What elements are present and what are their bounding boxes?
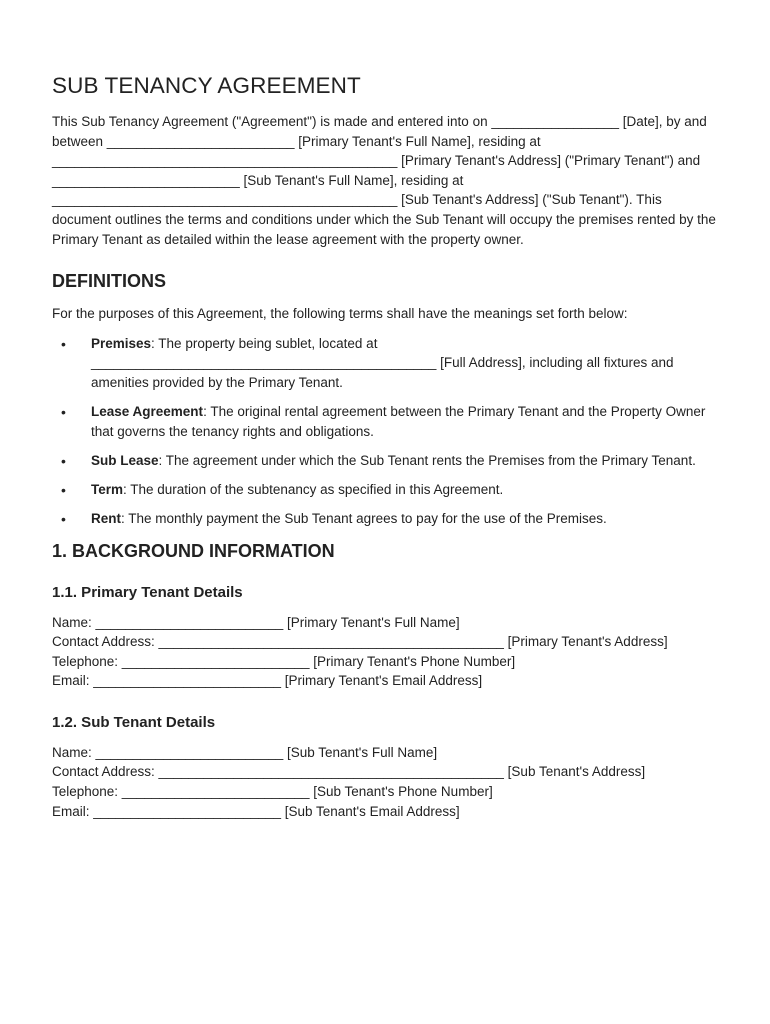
sub-tenant-name-line: Name: _________________________ [Sub Tenant's Full Name] [52,744,438,760]
primary-tenant-telephone-line: Telephone: _________________________ [Primary Tenant's Phone Number] [52,653,516,669]
sub-tenant-details [52,743,718,821]
background-heading: 1. BACKGROUND INFORMATION [52,540,335,561]
definition-term: Rent [91,510,121,526]
bullet-icon: • [61,481,66,498]
primary-tenant-details [52,613,718,691]
definition-text: : The property being sublet, located at ______________________________________________ [Full Address], including all fixtures and amenities provided by the Primary Tenant. [91,335,674,390]
list-item [52,402,718,441]
sub-tenant-address-line: Contact Address: ______________________________________________ [Sub Tenant's Address] [52,764,646,780]
definition-term: Sub Lease [91,452,159,468]
bullet-icon: • [61,404,66,421]
definition-term: Premises [91,335,152,351]
bullet-icon: • [61,510,66,527]
primary-tenant-heading: 1.1. Primary Tenant Details [52,583,243,601]
definitions-list [52,334,718,529]
definition-text: : The original rental agreement between the Primary Tenant and the Property Owner that governs the tenancy rights and obligations. [91,404,706,439]
sub-tenant-email-line: Email: _________________________ [Sub Tenant's Email Address] [52,803,460,819]
definition-text: : The agreement under which the Sub Tenant rents the Premises from the Primary Tenant. [158,452,696,468]
primary-tenant-name-line: Name: _________________________ [Primary Tenant's Full Name] [52,614,460,630]
sub-tenant-heading: 1.2. Sub Tenant Details [52,713,216,731]
bullet-icon: • [61,335,66,352]
list-item [52,334,718,393]
primary-tenant-address-line: Contact Address: ______________________________________________ [Primary Tenant's Address] [52,634,668,650]
definitions-heading: DEFINITIONS [52,271,167,292]
sub-tenant-telephone-line: Telephone: _________________________ [Sub Tenant's Phone Number] [52,784,493,800]
definition-term: Term [91,481,124,497]
document-title: SUB TENANCY AGREEMENT [52,73,361,98]
definition-text: : The duration of the subtenancy as specified in this Agreement. [123,481,504,497]
primary-tenant-email-line: Email: _________________________ [Primary Tenant's Email Address] [52,673,483,689]
definitions-intro: For the purposes of this Agreement, the following terms shall have the meanings set forth below: [52,306,628,322]
definition-text: : The monthly payment the Sub Tenant agrees to pay for the use of the Premises. [121,510,607,526]
intro-paragraph: This Sub Tenancy Agreement ("Agreement") is made and entered into on _________________ [Date], by and between _________________________ [Primary Tenant's Full Name], residing at ______________________________________________ [Primary Tenant's Address] ("Primary Tenant") and _________________________ [Sub Tenant's Full Name], residing at ______________________________________________ [Sub Tenant's Address] ("Sub Tenant"). This document outlines the terms and conditions under which the Sub Tenant will occupy the premises rented by the Primary Tenant as detailed within the lease agreement with the property owner. [52,114,716,247]
list-item [52,480,718,500]
list-item [52,509,718,529]
bullet-icon: • [61,452,66,469]
definition-term: Lease Agreement [91,404,204,420]
list-item [52,451,718,471]
